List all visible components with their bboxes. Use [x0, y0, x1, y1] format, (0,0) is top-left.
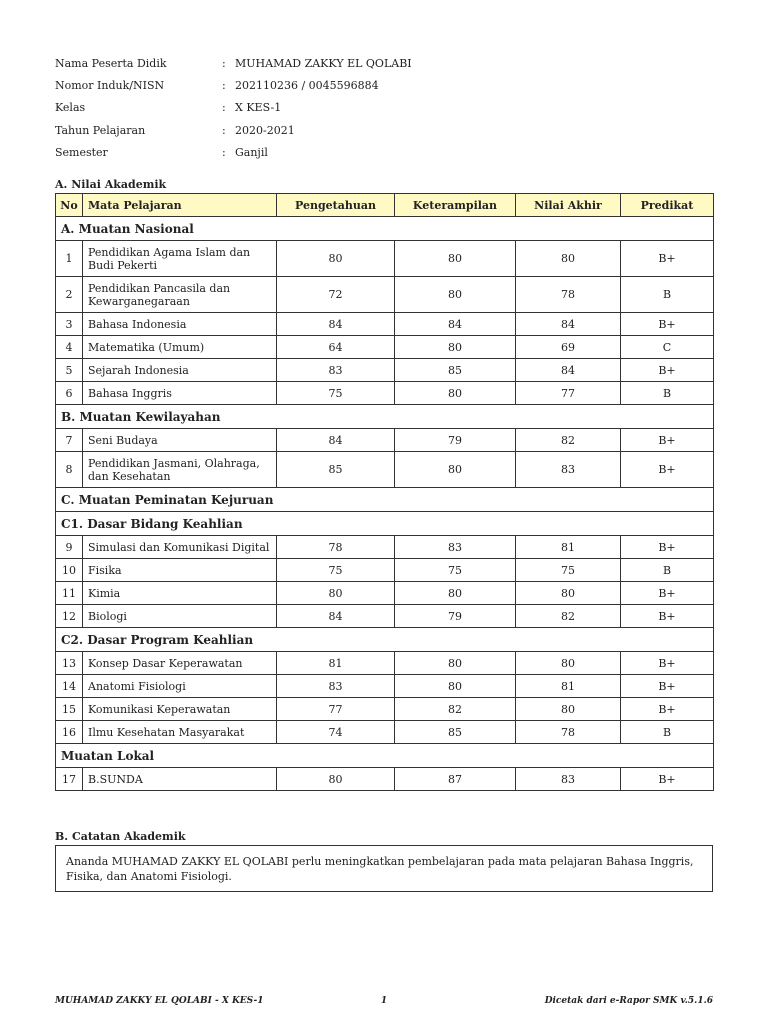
row-subject: Pendidikan Jasmani, Olahraga, dan Kesehatan	[83, 452, 277, 488]
row-subject: Biologi	[83, 605, 277, 628]
group-row	[56, 217, 714, 241]
row-subject: Komunikasi Keperawatan	[83, 698, 277, 721]
row-skills: 80	[395, 382, 516, 405]
row-skills: 85	[395, 359, 516, 382]
row-skills: 80	[395, 241, 516, 277]
table-row	[56, 652, 714, 675]
row-knowledge: 64	[277, 336, 395, 359]
table-row	[56, 277, 714, 313]
footer-page-number: 1	[380, 996, 388, 1006]
row-final: 80	[516, 241, 621, 277]
row-predicate: B+	[621, 452, 714, 488]
row-predicate: B	[621, 382, 714, 405]
colon: :	[222, 123, 226, 137]
row-no: 4	[56, 336, 83, 359]
colon: :	[222, 56, 226, 70]
section-title-catatan-akademik: B. Catatan Akademik	[55, 830, 186, 843]
header-no: No	[56, 194, 83, 217]
row-predicate: B+	[621, 582, 714, 605]
footer-student: MUHAMAD ZAKKY EL QOLABI - X KES-1	[55, 996, 264, 1006]
class-label: Kelas	[55, 101, 86, 115]
student-class: X KES-1	[235, 101, 282, 115]
row-knowledge: 85	[277, 452, 395, 488]
row-skills: 80	[395, 675, 516, 698]
row-subject: Sejarah Indonesia	[83, 359, 277, 382]
row-final: 78	[516, 277, 621, 313]
row-predicate: B+	[621, 359, 714, 382]
year-label: Tahun Pelajaran	[55, 123, 146, 137]
table-header-row	[56, 194, 714, 217]
table-row	[56, 452, 714, 488]
row-predicate: B+	[621, 675, 714, 698]
row-subject: Simulasi dan Komunikasi Digital	[83, 536, 277, 559]
row-knowledge: 80	[277, 582, 395, 605]
group-row	[56, 488, 714, 512]
table-row	[56, 336, 714, 359]
row-no: 5	[56, 359, 83, 382]
semester-label: Semester	[55, 145, 108, 159]
footer-printed-by: Dicetak dari e-Rapor SMK v.5.1.6	[544, 996, 713, 1006]
header-subject: Mata Pelajaran	[83, 194, 277, 217]
row-subject: Pendidikan Agama Islam dan Budi Pekerti	[83, 241, 277, 277]
row-skills: 84	[395, 313, 516, 336]
row-no: 8	[56, 452, 83, 488]
row-skills: 82	[395, 698, 516, 721]
row-predicate: B+	[621, 652, 714, 675]
row-knowledge: 84	[277, 605, 395, 628]
row-predicate: B+	[621, 768, 714, 791]
row-final: 84	[516, 359, 621, 382]
group-label: C2. Dasar Program Keahlian	[56, 628, 714, 652]
header-skills: Keterampilan	[395, 194, 516, 217]
row-final: 81	[516, 536, 621, 559]
row-no: 7	[56, 429, 83, 452]
colon: :	[222, 101, 226, 115]
row-knowledge: 72	[277, 277, 395, 313]
table-row	[56, 582, 714, 605]
row-skills: 85	[395, 721, 516, 744]
row-skills: 87	[395, 768, 516, 791]
name-label: Nama Peserta Didik	[55, 56, 167, 70]
info-row-name	[55, 52, 412, 74]
table-row	[56, 536, 714, 559]
row-knowledge: 81	[277, 652, 395, 675]
row-final: 82	[516, 429, 621, 452]
row-predicate: B+	[621, 536, 714, 559]
row-final: 80	[516, 652, 621, 675]
row-final: 69	[516, 336, 621, 359]
row-subject: Anatomi Fisiologi	[83, 675, 277, 698]
row-subject: Matematika (Umum)	[83, 336, 277, 359]
row-final: 81	[516, 675, 621, 698]
row-final: 80	[516, 582, 621, 605]
row-skills: 80	[395, 652, 516, 675]
row-knowledge: 77	[277, 698, 395, 721]
group-label: Muatan Lokal	[56, 744, 714, 768]
row-subject: Ilmu Kesehatan Masyarakat	[83, 721, 277, 744]
row-final: 82	[516, 605, 621, 628]
header-final-score: Nilai Akhir	[516, 194, 621, 217]
table-row	[56, 605, 714, 628]
row-no: 11	[56, 582, 83, 605]
row-subject: Pendidikan Pancasila dan Kewarganegaraan	[83, 277, 277, 313]
row-no: 16	[56, 721, 83, 744]
student-semester: Ganjil	[235, 145, 268, 159]
row-predicate: B+	[621, 313, 714, 336]
row-final: 84	[516, 313, 621, 336]
row-final: 77	[516, 382, 621, 405]
row-final: 83	[516, 452, 621, 488]
row-knowledge: 84	[277, 313, 395, 336]
group-label: C. Muatan Peminatan Kejuruan	[56, 488, 714, 512]
row-no: 10	[56, 559, 83, 582]
colon: :	[222, 145, 226, 159]
row-subject: Bahasa Indonesia	[83, 313, 277, 336]
row-final: 75	[516, 559, 621, 582]
row-predicate: B+	[621, 698, 714, 721]
colon: :	[222, 78, 226, 92]
student-name: MUHAMAD ZAKKY EL QOLABI	[235, 56, 412, 70]
row-subject: Bahasa Inggris	[83, 382, 277, 405]
table-row	[56, 382, 714, 405]
row-no: 14	[56, 675, 83, 698]
row-no: 3	[56, 313, 83, 336]
table-row	[56, 698, 714, 721]
row-no: 6	[56, 382, 83, 405]
row-no: 15	[56, 698, 83, 721]
row-skills: 79	[395, 429, 516, 452]
row-predicate: B	[621, 277, 714, 313]
row-subject: Kimia	[83, 582, 277, 605]
row-subject: Konsep Dasar Keperawatan	[83, 652, 277, 675]
table-row	[56, 675, 714, 698]
row-knowledge: 80	[277, 768, 395, 791]
page-footer	[55, 996, 713, 1006]
grades-table	[55, 193, 714, 791]
group-row	[56, 512, 714, 536]
row-knowledge: 83	[277, 359, 395, 382]
row-no: 2	[56, 277, 83, 313]
row-skills: 80	[395, 336, 516, 359]
row-knowledge: 74	[277, 721, 395, 744]
header-predicate: Predikat	[621, 194, 714, 217]
row-no: 9	[56, 536, 83, 559]
student-year: 2020-2021	[235, 123, 295, 137]
row-predicate: B	[621, 559, 714, 582]
row-knowledge: 75	[277, 559, 395, 582]
table-row	[56, 241, 714, 277]
row-skills: 80	[395, 582, 516, 605]
row-predicate: C	[621, 336, 714, 359]
row-skills: 83	[395, 536, 516, 559]
group-label: B. Muatan Kewilayahan	[56, 405, 714, 429]
group-row	[56, 628, 714, 652]
row-subject: B.SUNDA	[83, 768, 277, 791]
table-row	[56, 359, 714, 382]
info-row-year	[55, 119, 412, 141]
table-row	[56, 429, 714, 452]
row-subject: Fisika	[83, 559, 277, 582]
row-skills: 75	[395, 559, 516, 582]
group-label: A. Muatan Nasional	[56, 217, 714, 241]
group-row	[56, 405, 714, 429]
row-subject: Seni Budaya	[83, 429, 277, 452]
row-knowledge: 80	[277, 241, 395, 277]
student-info	[55, 52, 412, 163]
row-no: 1	[56, 241, 83, 277]
row-final: 78	[516, 721, 621, 744]
info-row-class	[55, 97, 412, 119]
group-label: C1. Dasar Bidang Keahlian	[56, 512, 714, 536]
table-row	[56, 768, 714, 791]
row-skills: 80	[395, 277, 516, 313]
row-predicate: B	[621, 721, 714, 744]
student-nis: 202110236 / 0045596884	[235, 78, 379, 92]
row-final: 83	[516, 768, 621, 791]
row-knowledge: 78	[277, 536, 395, 559]
header-knowledge: Pengetahuan	[277, 194, 395, 217]
nis-label: Nomor Induk/NISN	[55, 78, 165, 92]
row-skills: 80	[395, 452, 516, 488]
section-title-nilai-akademik: A. Nilai Akademik	[55, 178, 167, 191]
row-skills: 79	[395, 605, 516, 628]
row-final: 80	[516, 698, 621, 721]
row-predicate: B+	[621, 429, 714, 452]
row-no: 13	[56, 652, 83, 675]
row-predicate: B+	[621, 241, 714, 277]
academic-notes: Ananda MUHAMAD ZAKKY EL QOLABI perlu meningkatkan pembelajaran pada mata pelajaran Bahasa Inggris, Fisika, dan Anatomi Fisiologi.	[55, 845, 713, 892]
info-row-nis	[55, 74, 412, 96]
row-no: 17	[56, 768, 83, 791]
row-no: 12	[56, 605, 83, 628]
group-row	[56, 744, 714, 768]
row-knowledge: 83	[277, 675, 395, 698]
info-row-semester	[55, 141, 412, 163]
table-row	[56, 721, 714, 744]
table-row	[56, 559, 714, 582]
row-predicate: B+	[621, 605, 714, 628]
table-row	[56, 313, 714, 336]
row-knowledge: 75	[277, 382, 395, 405]
row-knowledge: 84	[277, 429, 395, 452]
